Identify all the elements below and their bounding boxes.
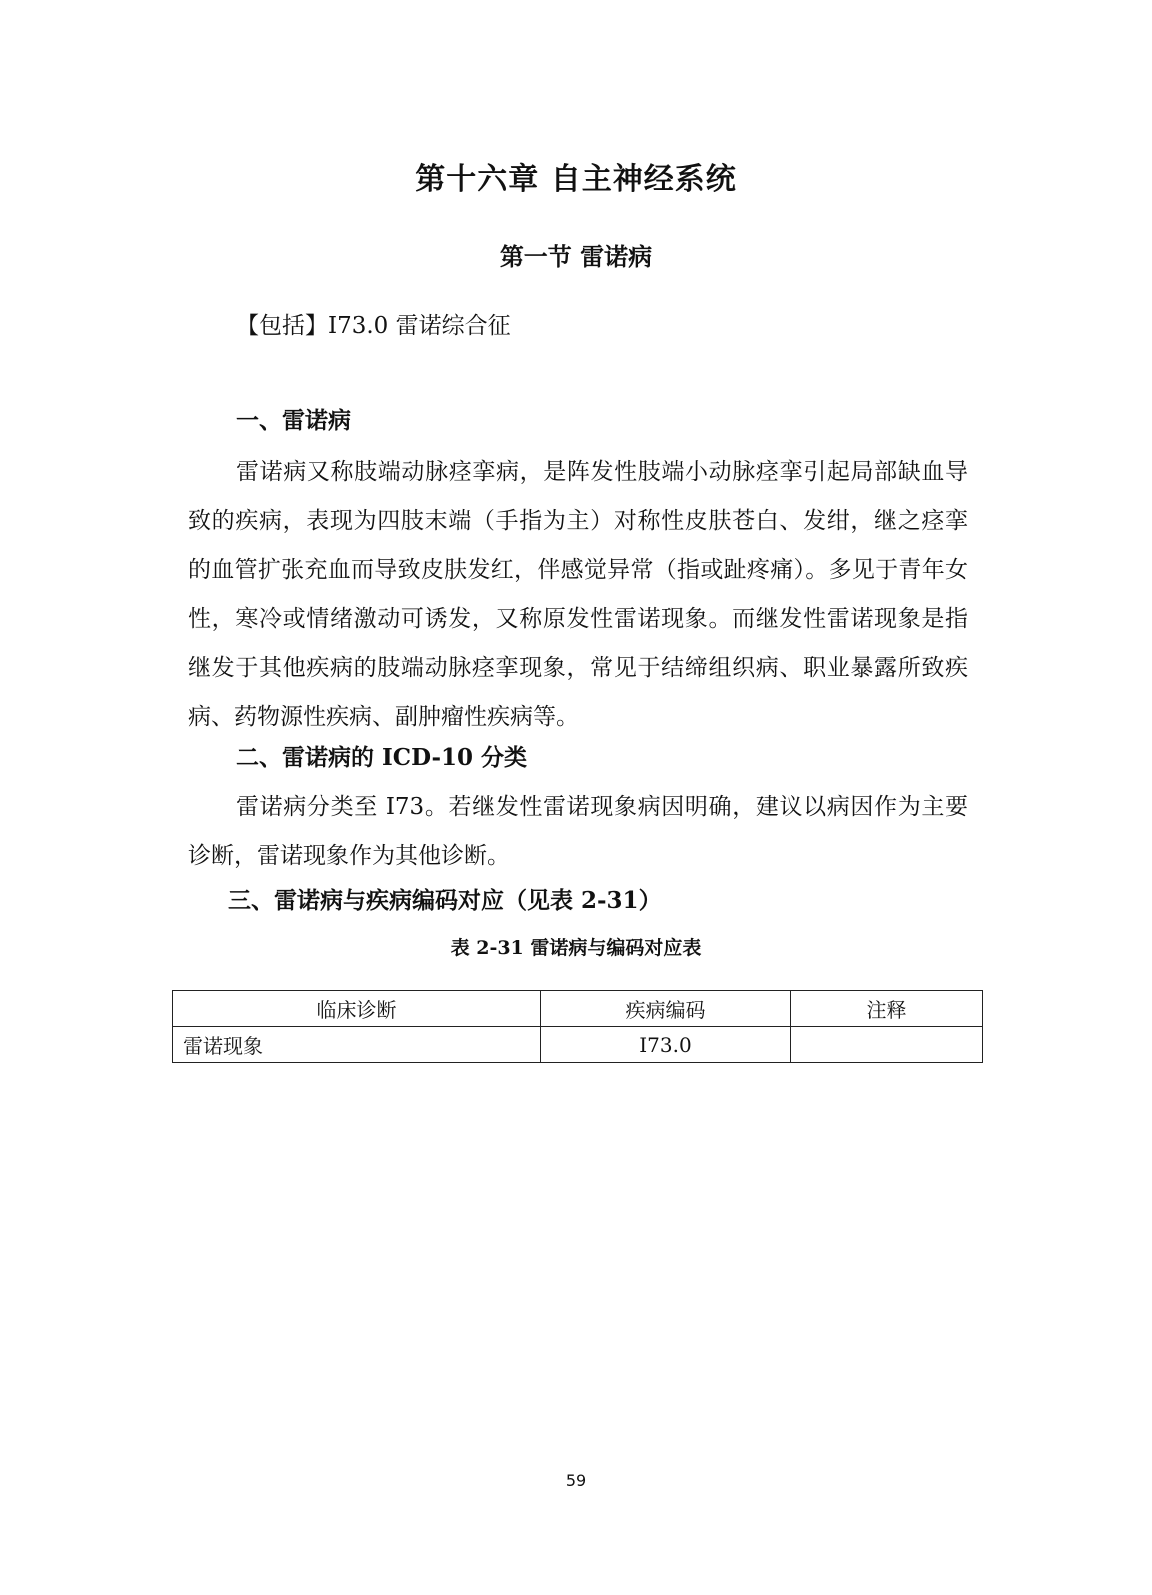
cell-notes — [791, 1027, 983, 1063]
paragraph-classification: 雷诺病分类至 I73。若继发性雷诺现象病因明确，建议以病因作为主要诊断，雷诺现象作为其他诊断。 — [188, 794, 968, 869]
header-disease-code: 疾病编码 — [541, 991, 791, 1027]
table-header-row — [173, 991, 983, 1027]
heading-icd10-classification: 二、雷诺病的 ICD-10 分类 — [236, 744, 528, 771]
cell-diagnosis: 雷诺现象 — [173, 1027, 541, 1063]
heading-code-mapping: 三、雷诺病与疾病编码对应（见表 2-31） — [228, 887, 662, 914]
header-notes: 注释 — [791, 991, 983, 1027]
includes-line: 【包括】I73.0 雷诺综合征 — [236, 313, 511, 339]
heading-raynaud-disease: 一、雷诺病 — [236, 407, 351, 434]
header-clinical-diagnosis: 临床诊断 — [173, 991, 541, 1027]
page-number: 59 — [565, 1471, 587, 1490]
table-caption: 表 2-31 雷诺病与编码对应表 — [450, 937, 702, 959]
cell-code: I73.0 — [541, 1027, 791, 1063]
code-mapping-table — [172, 990, 983, 1063]
chapter-title: 第十六章 自主神经系统 — [415, 162, 737, 197]
table-row — [173, 1027, 983, 1063]
paragraph-description: 雷诺病又称肢端动脉痉挛病，是阵发性肢端小动脉痉挛引起局部缺血导致的疾病，表现为四肢末端（手指为主）对称性皮肤苍白、发绀，继之痉挛的血管扩张充血而导致皮肤发红，伴感觉异常（指或趾疼痛）。多见于青年女性，寒冷或情绪激动可诱发，又称原发性雷诺现象。而继发性雷诺现象是指继发于其他疾病的肢端动脉痉挛现象，常见于结缔组织病、职业暴露所致疾病、药物源性疾病、副肿瘤性疾病等。 — [188, 459, 968, 730]
section-title: 第一节 雷诺病 — [499, 242, 653, 271]
